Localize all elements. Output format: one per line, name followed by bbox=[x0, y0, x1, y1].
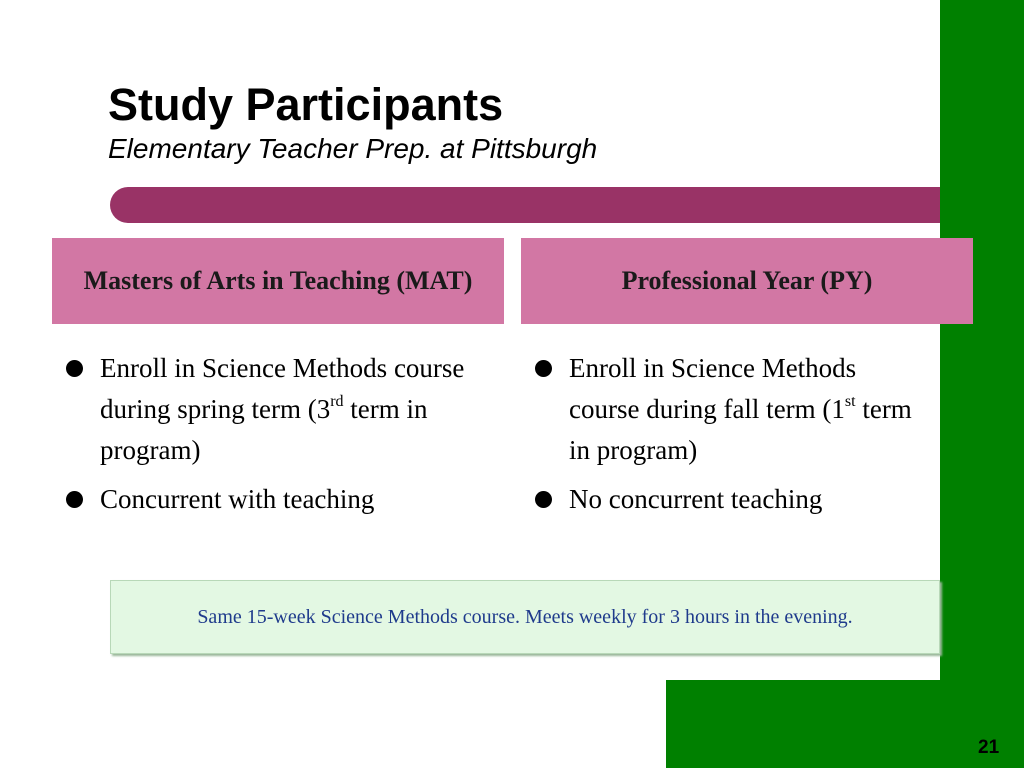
bullet-text: No concurrent teaching bbox=[569, 484, 823, 514]
bullet-icon bbox=[535, 491, 552, 508]
bullet-text-end: term in program) bbox=[569, 394, 912, 465]
slide-title: Study Participants bbox=[108, 79, 504, 130]
bullet-text: Enroll in Science Methods course during spring term (3 bbox=[100, 353, 465, 424]
bullet-icon bbox=[66, 491, 83, 508]
page-number: 21 bbox=[978, 737, 1000, 758]
decorative-plum-bar bbox=[110, 187, 940, 223]
note-box bbox=[110, 580, 940, 654]
bullet-icon bbox=[535, 360, 552, 377]
column-header-py: Professional Year (PY) bbox=[521, 238, 973, 324]
green-corner-shape bbox=[666, 680, 966, 768]
ordinal-superscript: st bbox=[844, 393, 856, 410]
py-bullet-list bbox=[533, 348, 933, 528]
column-header-mat: Masters of Arts in Teaching (MAT) bbox=[52, 238, 504, 324]
title-block bbox=[108, 78, 597, 166]
note-text: Same 15-week Science Methods course. Meets weekly for 3 hours in the evening. bbox=[197, 605, 853, 628]
green-side-bar bbox=[940, 0, 1024, 768]
bullet-icon bbox=[66, 360, 83, 377]
bullet-text-end: term in program) bbox=[100, 394, 428, 465]
list-item bbox=[533, 479, 933, 520]
list-item bbox=[64, 348, 484, 471]
bullet-text: Concurrent with teaching bbox=[100, 484, 375, 514]
list-item bbox=[64, 479, 484, 520]
list-item bbox=[533, 348, 933, 471]
slide-subtitle: Elementary Teacher Prep. at Pittsburgh bbox=[108, 133, 598, 164]
ordinal-superscript: rd bbox=[330, 393, 344, 410]
mat-bullet-list bbox=[64, 348, 484, 528]
bullet-text: Enroll in Science Methods course during fall term (1 bbox=[569, 353, 857, 424]
